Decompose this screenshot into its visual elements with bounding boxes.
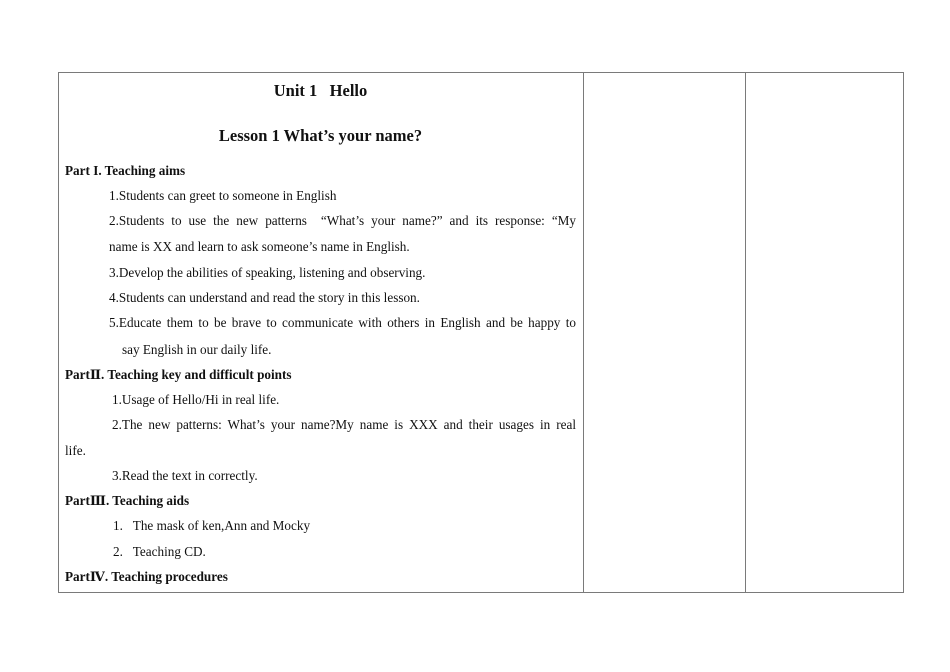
part1-item2-line1: 2.Students to use the new patterns “What’s your name?” and its response: “My xyxy=(109,213,576,228)
part2-heading: PartⅡ. Teaching key and difficult points xyxy=(65,367,292,382)
part3-item2: 2. Teaching CD. xyxy=(113,544,206,559)
part1-item5-line2: say English in our daily life. xyxy=(122,342,272,357)
part2-item2-line2: life. xyxy=(65,443,86,458)
lesson-plan-table xyxy=(58,72,904,593)
part2-item1: 1.Usage of Hello/Hi in real life. xyxy=(112,392,280,407)
part3-heading: PartⅢ. Teaching aids xyxy=(65,493,190,508)
part1-item1: 1.Students can greet to someone in English xyxy=(109,188,337,203)
part1-item3: 3.Develop the abilities of speaking, listening and observing. xyxy=(109,265,426,280)
part2-item2-line1: 2.The new patterns: What’s your name?My name is XXX and their usages in real xyxy=(112,417,576,432)
part2-item3: 3.Read the text in correctly. xyxy=(112,468,258,483)
lesson-title: Lesson 1 What’s your name? xyxy=(218,126,423,145)
unit-title: Unit 1 Hello xyxy=(273,81,368,100)
part3-item1: 1. The mask of ken,Ann and Mocky xyxy=(113,518,311,533)
column-divider-2 xyxy=(745,73,746,592)
column-divider-1 xyxy=(583,73,584,592)
part1-heading: Part I. Teaching aims xyxy=(65,163,186,178)
part1-item2-line2: name is XX and learn to ask someone’s name in English. xyxy=(109,239,410,254)
part1-item5-line1: 5.Educate them to be brave to communicate with others in English and be happy to xyxy=(109,315,576,330)
part4-heading: PartⅣ. Teaching procedures xyxy=(65,569,228,584)
part1-item4: 4.Students can understand and read the story in this lesson. xyxy=(109,290,420,305)
